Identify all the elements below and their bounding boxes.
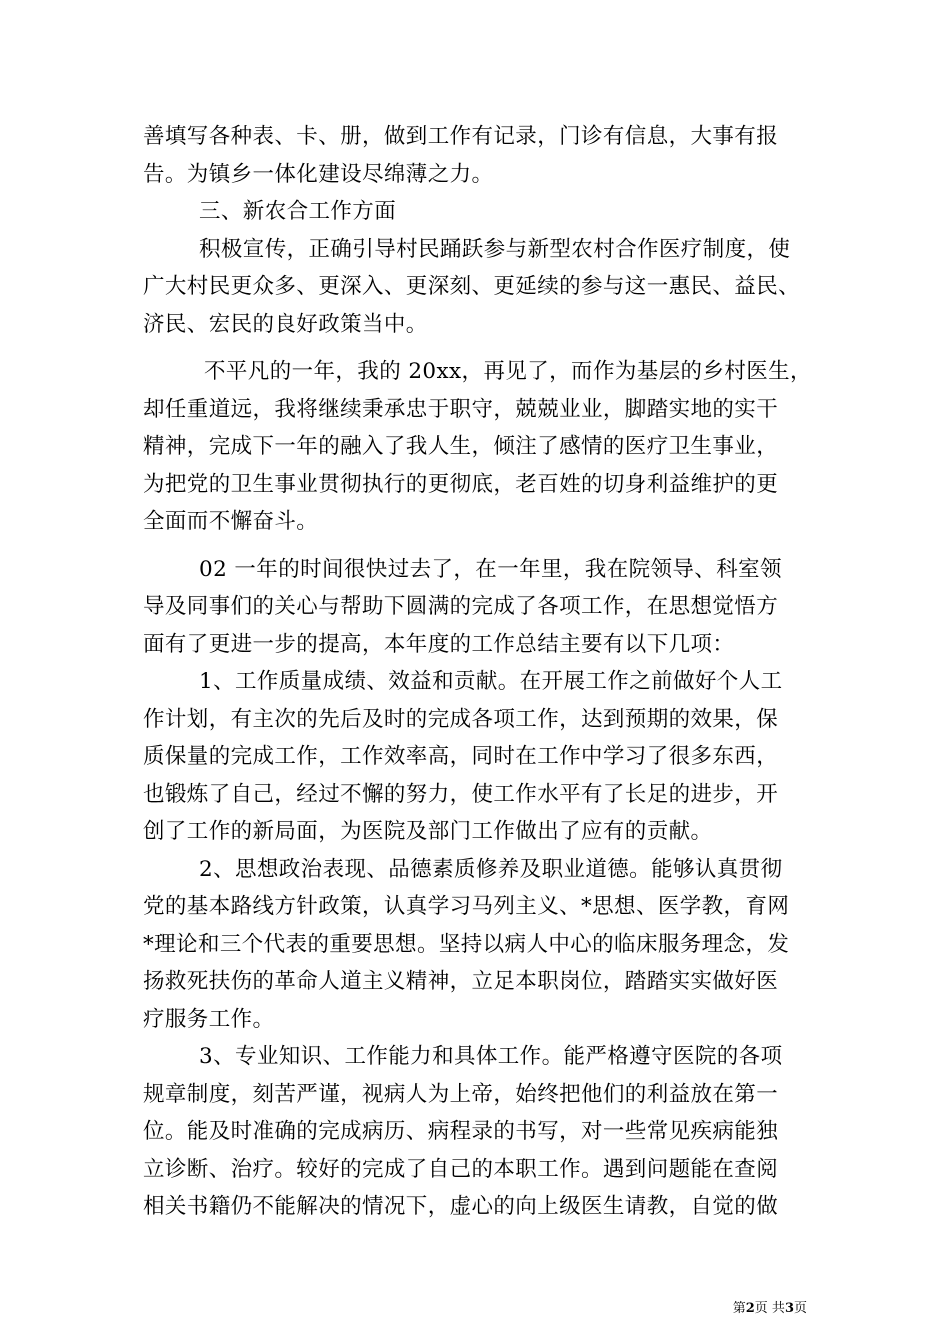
text-line: 相关书籍仍不能解决的情况下，虚心的向上级医生请教，自觉的做 xyxy=(143,1194,779,1219)
footer-prefix: 第 xyxy=(732,1301,746,1316)
text-line: 为把党的卫生事业贯彻执行的更彻底，老百姓的切身利益维护的更 xyxy=(143,471,779,497)
text-line: 质保量的完成工作，工作效率高，同时在工作中学习了很多东西， xyxy=(143,744,779,769)
text-line: 立诊断、治疗。较好的完成了自己的本职工作。遇到问题能在查阅 xyxy=(143,1156,779,1182)
text-line: 不平凡的一年，我的 20xx，再见了，而作为基层的乡村医生， xyxy=(204,359,812,384)
text-line: 全面而不懈奋斗。 xyxy=(143,509,319,534)
text-line: 导及同事们的关心与帮助下圆满的完成了各项工作，在思想觉悟方 xyxy=(143,594,779,619)
text-line: 告。为镇乡一体化建设尽绵薄之力。 xyxy=(143,161,494,187)
page-number-footer xyxy=(733,1301,807,1317)
text-line: 积极宣传，正确引导村民踊跃参与新型农村合作医疗制度，使 xyxy=(199,236,791,262)
current-page-number: 2 xyxy=(745,1301,755,1316)
text-line: 创了工作的新局面，为医院及部门工作做出了应有的贡献。 xyxy=(143,819,713,844)
text-line: 3、专业知识、工作能力和具体工作。能严格遵守医院的各项 xyxy=(199,1044,783,1069)
text-line: 也锻炼了自己，经过不懈的努力，使工作水平有了长足的进步，开 xyxy=(143,781,779,807)
text-line: 1、工作质量成绩、效益和贡献。在开展工作之前做好个人工 xyxy=(199,669,783,694)
text-line: 精神，完成下一年的融入了我人生，倾注了感情的医疗卫生事业， xyxy=(143,434,779,459)
footer-suffix: 页 xyxy=(793,1301,807,1316)
text-line: 02 一年的时间很快过去了，在一年里，我在院领导、科室领 xyxy=(199,556,782,582)
text-line: 善填写各种表、卡、册，做到工作有记录，门诊有信息，大事有报 xyxy=(143,124,779,149)
section-heading: 三、新农合工作方面 xyxy=(199,199,397,224)
text-line: 却任重道远，我将继续秉承忠于职守，兢兢业业，脚踏实地的实干 xyxy=(143,396,779,422)
footer-middle: 页 共 xyxy=(754,1301,785,1316)
text-line: 作计划，有主次的先后及时的完成各项工作，达到预期的效果，保 xyxy=(143,706,779,732)
text-line: 2、思想政治表现、品德素质修养及职业道德。能够认真贯彻 xyxy=(199,856,783,882)
text-line: 党的基本路线方针政策，认真学习马列主义、*思想、医学教，育网 xyxy=(143,894,790,919)
paragraph-gap xyxy=(143,541,813,551)
document-body xyxy=(143,118,813,1226)
text-line: 规章制度，刻苦严谨，视病人为上帝，始终把他们的利益放在第一 xyxy=(143,1081,779,1107)
text-line: 广大村民更众多、更深入、更深刻、更延续的参与这一惠民、益民、 xyxy=(143,274,801,299)
paragraph-gap xyxy=(143,343,813,353)
text-line: 疗服务工作。 xyxy=(143,1006,275,1032)
text-line: 位。能及时准确的完成病历、病程录的书写，对一些常见疾病能独 xyxy=(143,1119,779,1144)
text-line: *理论和三个代表的重要思想。坚持以病人中心的临床服务理念，发 xyxy=(143,931,790,957)
text-line: 济民、宏民的良好政策当中。 xyxy=(143,311,428,337)
text-line: 扬救死扶伤的革命人道主义精神，立足本职岗位，踏踏实实做好医 xyxy=(143,969,779,994)
text-line: 面有了更进一步的提高，本年度的工作总结主要有以下几项： xyxy=(143,631,735,657)
total-pages-number: 3 xyxy=(784,1301,794,1316)
